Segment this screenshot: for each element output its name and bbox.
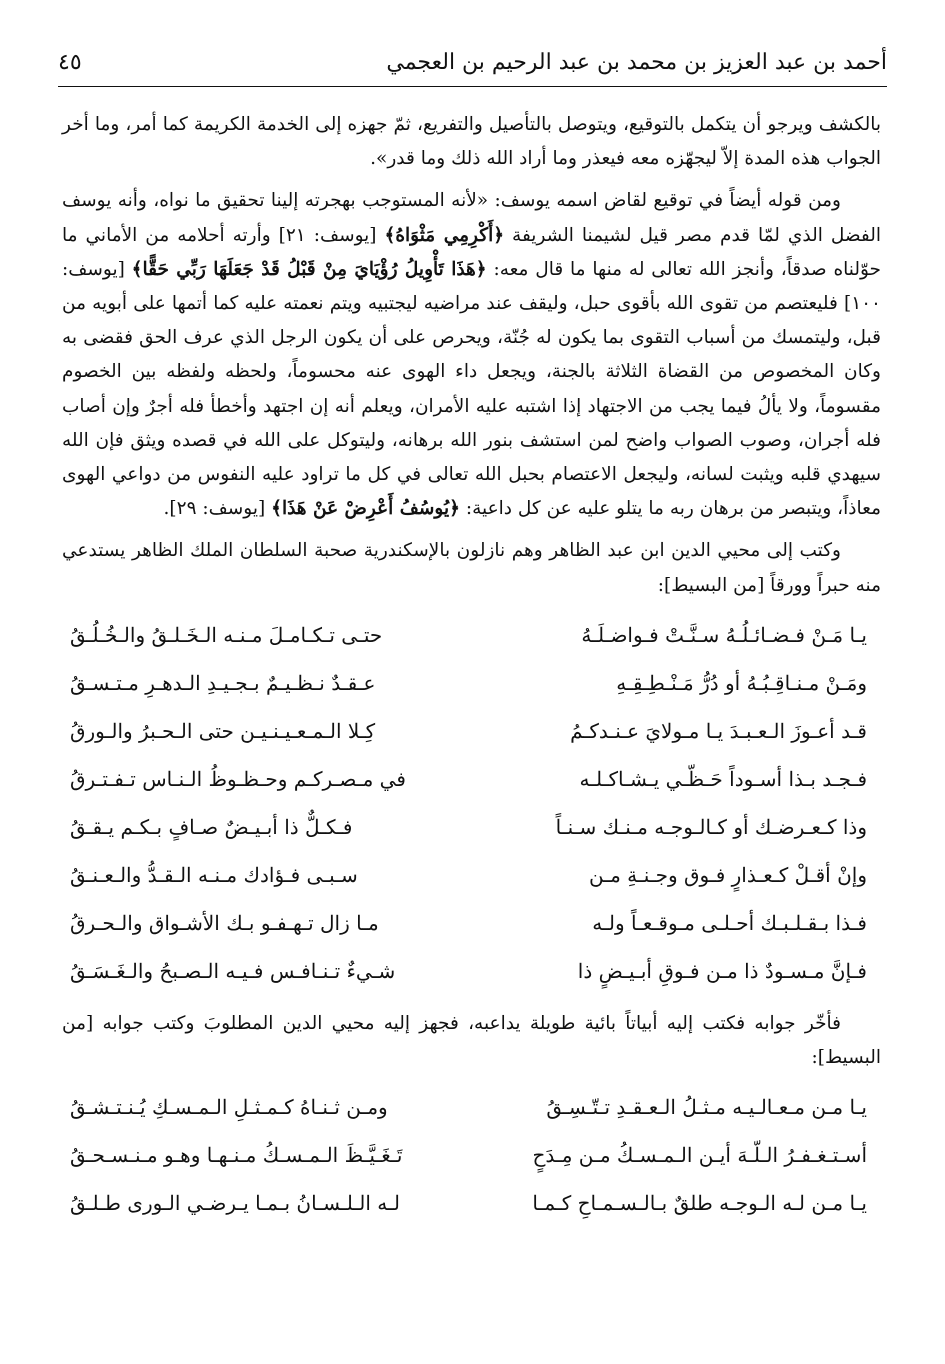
- verse-first-hemistich: فـإنَّ مـسـودٌ ذا مـن فـوقِ أبـيـضٍ ذا: [577, 958, 867, 983]
- verse-second-hemistich: فـكـلٌّ ذا أبـيـضٌ صـافٍ بـكـم يـقـقُ: [70, 814, 353, 839]
- verse-second-hemistich: في مـصـركـم وحـظـوظُ الـنـاس تـفـتـرقُ: [70, 766, 406, 791]
- poem-reply: [62, 1083, 881, 1227]
- poem-verse: [62, 1179, 881, 1227]
- verse-first-hemistich: يـا مـن مـعـالـيـه مـثـلُ الـعـقـدِ تـتّـسِـقُ: [546, 1095, 867, 1120]
- verse-second-hemistich: لـه الـلـسـانُ بـمـا يـرضـي الـورى طـلـقُ: [70, 1191, 400, 1216]
- paragraph-decree: [62, 184, 881, 526]
- quran-quote-2: ﴿هَذَا تَأْوِيلُ رُؤْيَايَ مِنْ قَبْلُ قَدْ جَعَلَهَا رَبِّي حَقًّا﴾: [131, 258, 487, 280]
- poem-verse: [62, 707, 881, 755]
- poem-verse: [62, 947, 881, 995]
- decree-text-c: [يوسف: ١٠٠] فليعتصم من تقوى الله بأقوى حبل، وليقف عند مراضيه ليجتبيه ويتم نعمته عليه كما أتمها على أبويه من قبل، وليتمسك من أسباب التقوى بما يكون له جُنّة، ويحرص على أن يكون الرجل الذي عرف الحق فقضى به وكان المخصوص من القضاة الثلاثة بالجنة، ويجعل داء الهوى عنه محسوماً، ولحظه ولفظه بين الخصوم مقسوماً، ولا يألُ فيما يجب من الاجتهاد إذا اشتبه عليه الأمران، ويعلم أنه إن اجتهد وأخطأ فله أجرٌ وإن أصاب فله أجران، وصوب الصواب واضح لمن استشف بنور الله برهانه، وليتوكل على الله في قصده ويثق فإن الله سيهدي قلبه ويثبت لسانه، وليجعل الاعتصام بحبل الله تعالى في كل ما تراود عليه النفوس من دواعي الهوى معاذاً، ويتبصر من برهان ربه ما يتلو عليه عن كل داعية:: [62, 258, 881, 520]
- poem-verse: [62, 659, 881, 707]
- poem-request: [62, 611, 881, 995]
- page-body: [62, 108, 881, 1239]
- header-rule: [58, 86, 887, 87]
- decree-text-b: [يوسف: ٢١] وأرته أحلامه من الأماني ما حوّلناه صدقاً، وأنجز الله تعالى له منها ما قال معه:: [62, 224, 881, 280]
- verse-second-hemistich: حتـى تـكـامـلَ مـنـه الـخَـلـقُ والـخُـلُـقُ: [70, 622, 383, 647]
- running-header: [58, 42, 887, 82]
- verse-second-hemistich: سـبـى فـؤادك مـنـه الـقـدُّ والـعـنـقُ: [70, 862, 358, 887]
- quran-quote-3: ﴿يُوسُفُ أَعْرِضْ عَنْ هَذَا﴾: [271, 498, 460, 520]
- verse-second-hemistich: كِـلا الـمـعـيـنـيـن حتى الـحـبرُ والـورقُ: [70, 718, 376, 743]
- verse-first-hemistich: أسـتـغـفـرُ الـلّـهَ أيـن الـمـسـكُ مـن مِـدَحٍ: [532, 1143, 867, 1168]
- poem-verse: [62, 899, 881, 947]
- verse-first-hemistich: وذا كـعـرضـك أو كـالـوجـه مـنـك سـنـاً: [555, 814, 867, 839]
- poem-verse: [62, 1131, 881, 1179]
- paragraph-continuation: بالكشف ويرجو أن يتكمل بالتوقيع، ويتوصل بالتأصيل والتفريع، ثمّ جهزه إلى الخدمة الكريمة كما أمر، وما أخر الجواب هذه المدة إلاّ ليجهّزه معه فيعذر وما أراد الله ذلك وما قدر».: [62, 114, 881, 170]
- verse-first-hemistich: يـا مـن لـه الـوجـه طلقٌ بـالـسـمـاحِ كـمـا: [532, 1191, 867, 1216]
- poem-verse: [62, 755, 881, 803]
- running-title: أحمد بن عبد العزيز بن محمد بن عبد الرحيم بن العجمي: [386, 49, 887, 75]
- verse-first-hemistich: قـد أعـوزَ الـعـبـدَ يـا مـولايَ عـنـدكـمُ: [570, 718, 867, 743]
- verse-first-hemistich: فـذا بـقـلـبـك أحـلـى مـوقـعـاً ولـه: [592, 910, 867, 935]
- paragraph-reply-intro: فأخّر جوابه فكتب إليه أبياتاً بائية طويلة يداعبه، فجهز إليه محيي الدين المطلوبَ وكتب جوابه [من البسيط]:: [62, 1012, 881, 1069]
- quran-quote-1: ﴿أَكْرِمِي مَثْوَاهُ﴾: [384, 224, 505, 246]
- verse-first-hemistich: ومَـنْ مـنـاقِـبُـهُ أو دُرُّ مَـنْـطِـقِـهِ: [616, 670, 867, 695]
- poem-verse: [62, 611, 881, 659]
- poem-verse: [62, 851, 881, 899]
- verse-first-hemistich: فـجـد بـذا أسـوداً حَـظّـي يـشـاكـلـه: [579, 766, 867, 791]
- verse-second-hemistich: شـيءٌ تـنـافـس فـيـه الـصـبحُ والـغَـسَـقُ: [70, 958, 396, 983]
- paragraph-letter-intro: وكتب إلى محيي الدين ابن عبد الظاهر وهم نازلون بالإسكندرية صحبة السلطان الملك الظاهر يستدعي منه حبراً وورقاً [من البسيط]:: [62, 540, 881, 596]
- verse-first-hemistich: يـا مَـنْ فـضـائـلُـهُ سـنَّـتْ فـواضـلَـهُ: [581, 622, 867, 647]
- decree-text-a: ومن قوله أيضاً في توقيع لقاض اسمه يوسف: «لأنه المستوجب بهجرته إلينا تحقيق ما نواه، وأنه يوسف الفضل الذي لمّا قدم مصر قيل لشيمنا الشريفة: [62, 190, 882, 246]
- poem-verse: [62, 803, 881, 851]
- decree-text-d: [يوسف: ٢٩].: [163, 498, 272, 520]
- page-number: ٤٥: [58, 49, 82, 75]
- verse-second-hemistich: تَـغَـيَّـظَ الـمـسـكُ مـنـهـا وهـو مـنـسـحـقُ: [70, 1143, 403, 1168]
- verse-second-hemistich: مـا زال تـهـفـو بـك الأشـواق والـحـرقُ: [70, 910, 379, 935]
- verse-first-hemistich: وإنْ أقـلْ كـعـذارٍ فـوق وجـنـةِ مـن: [589, 862, 867, 887]
- poem-verse: [62, 1083, 881, 1131]
- verse-second-hemistich: ومـن ثـنـاهُ كـمـثـلِ الـمـسـكِ يُـنـتـشـقُ: [70, 1095, 388, 1120]
- verse-second-hemistich: عـقـدٌ نـظـيـمٌ بـجـيـدِ الـدهـرِ مـتـسـقُ: [70, 670, 376, 695]
